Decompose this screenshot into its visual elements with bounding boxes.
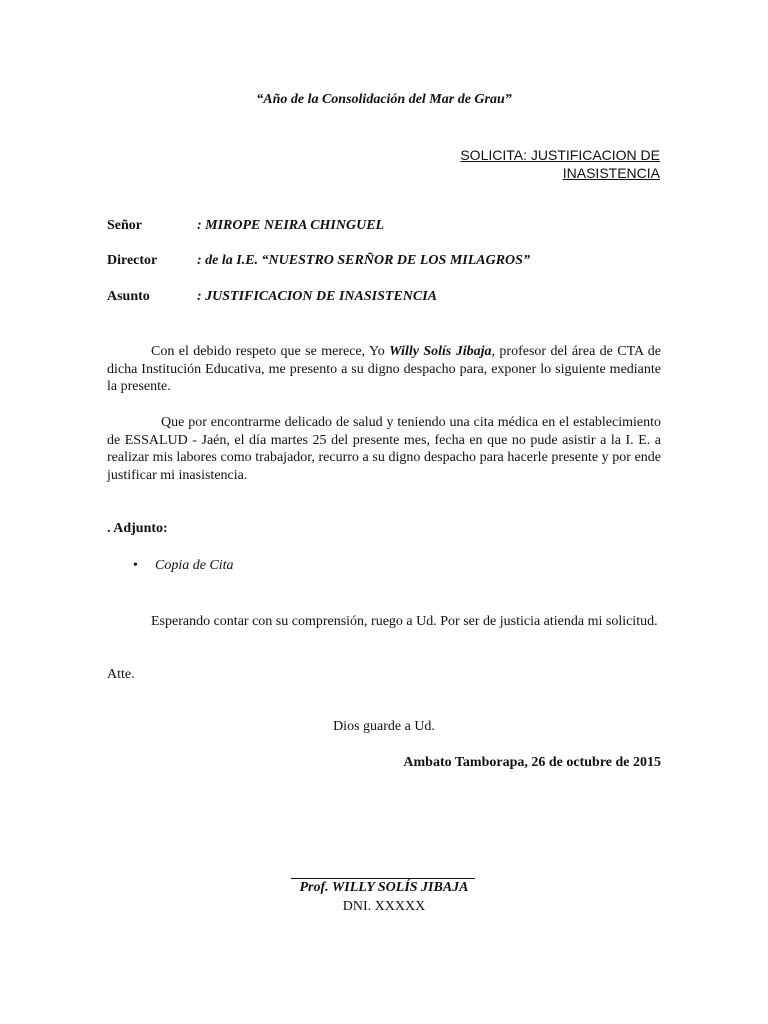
attachments-heading: . Adjunto: xyxy=(107,521,168,536)
field-value: : JUSTIFICACION DE INASISTENCIA xyxy=(197,289,438,304)
field-value: : MIROPE NEIRA CHINGUEL xyxy=(197,218,385,233)
paragraph-intro xyxy=(107,343,661,396)
field-senor xyxy=(107,218,384,234)
attachment-item xyxy=(133,558,234,574)
request-title-line1: SOLICITA: JUSTIFICACION DE xyxy=(460,147,660,163)
field-value: : de la I.E. “NUESTRO SERÑOR DE LOS MILAGROS” xyxy=(197,253,530,268)
field-label: Asunto xyxy=(107,289,150,304)
paragraph-closing: Esperando contar con su comprensión, ruego a Ud. Por ser de justicia atienda mi solicitud. xyxy=(151,614,658,629)
paragraph-reason: Que por encontrarme delicado de salud y teniendo una cita médica en el establecimiento de ESSALUD - Jaén, el día martes 25 del presente mes, fecha en que no pude asistir a la I. E. a realizar mis labores como trabajador, recurro a su digno despacho para hacerle presente y por ende justificar mi inasistencia. xyxy=(107,415,661,483)
request-title-line2: INASISTENCIA xyxy=(562,165,660,181)
motto-heading: “Año de la Consolidación del Mar de Grau” xyxy=(256,92,512,107)
closing-salutation: Dios guarde a Ud. xyxy=(333,719,435,734)
atte-text: Atte. xyxy=(107,667,135,682)
author-name: Willy Solís Jibaja xyxy=(389,344,492,359)
bullet-icon: • xyxy=(133,558,138,573)
field-label: Director xyxy=(107,253,158,268)
intro-end: , profesor del área de CTA de dicha Institución Educativa, me presento a su digno despacho para, exponer lo siguiente mediante la presente. xyxy=(107,344,661,394)
signature-dni: DNI. XXXXX xyxy=(342,899,426,914)
field-label: Señor xyxy=(107,218,142,233)
field-director xyxy=(107,253,530,269)
signature-name: Prof. WILLY SOLÍS JIBAJA xyxy=(299,880,469,895)
field-asunto xyxy=(107,289,437,305)
signature-line xyxy=(291,878,475,879)
attachment-label: Copia de Cita xyxy=(155,558,234,573)
place-date: Ambato Tamborapa, 26 de octubre de 2015 xyxy=(403,755,661,770)
request-title xyxy=(400,146,660,182)
intro-start: Con el debido respeto que se merece, Yo xyxy=(151,344,390,359)
